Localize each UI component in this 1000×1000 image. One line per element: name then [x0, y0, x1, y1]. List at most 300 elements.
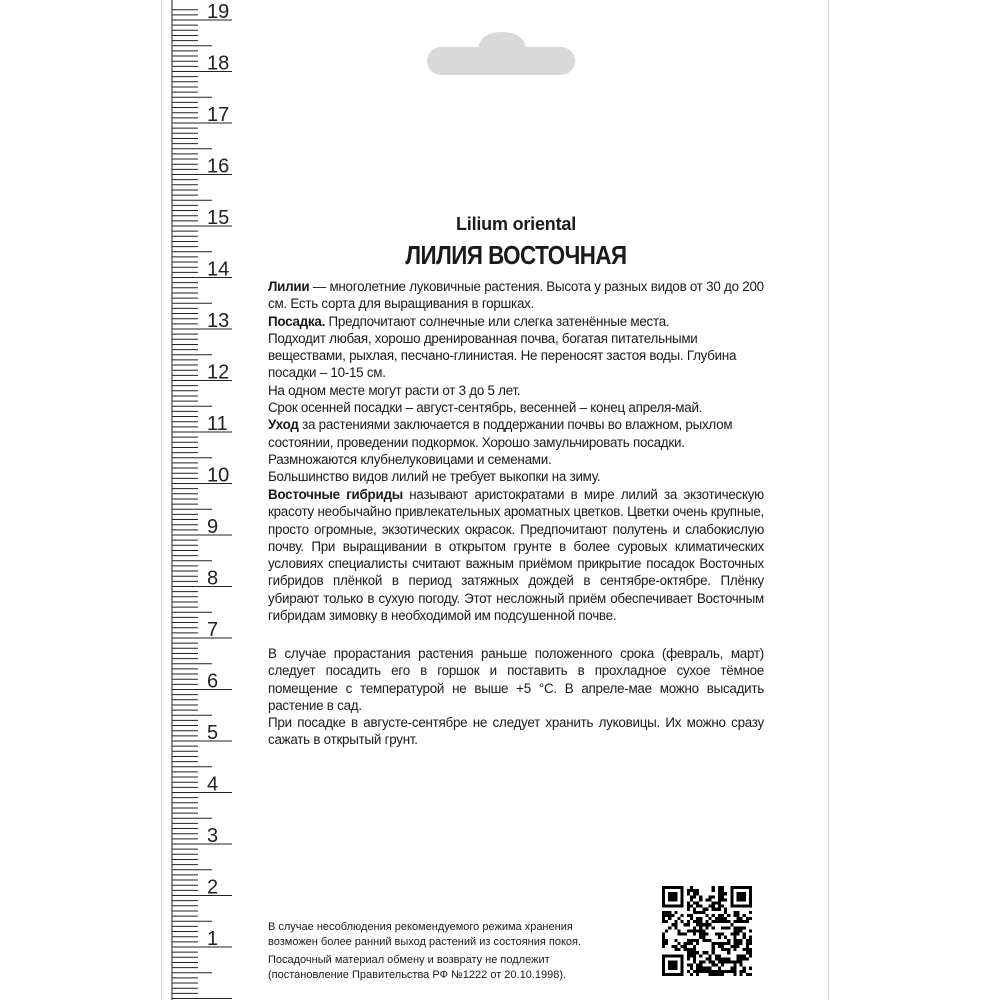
qr-module [733, 967, 736, 970]
qr-module [709, 957, 712, 960]
qr-module [712, 973, 715, 976]
qr-module [718, 942, 721, 945]
qr-module [662, 914, 665, 917]
qr-module [743, 957, 746, 960]
qr-module [749, 929, 752, 932]
qr-module [709, 970, 712, 973]
qr-module [730, 970, 733, 973]
qr-module [730, 945, 733, 948]
latin-name: Lilium oriental [455, 214, 576, 234]
qr-module [715, 920, 718, 923]
qr-module [699, 923, 702, 926]
qr-module [721, 905, 724, 908]
qr-module [736, 939, 739, 942]
qr-module [690, 939, 693, 942]
ruler-label: 15 [207, 207, 230, 229]
qr-module [740, 926, 743, 929]
qr-module [693, 951, 696, 954]
qr-module [665, 929, 668, 932]
qr-module [699, 954, 702, 957]
qr-module [740, 957, 743, 960]
qr-module [662, 933, 665, 936]
qr-module [705, 908, 708, 911]
qr-module [705, 951, 708, 954]
qr-module [724, 911, 727, 914]
qr-module [687, 920, 690, 923]
qr-module [674, 911, 677, 914]
qr-module [662, 942, 665, 945]
qr-module [740, 960, 743, 963]
sprouting-paragraph: В случае прорастания растения раньше положенного срока (февраль, март) следует посадить его в горшок и поставить в прохладное сухое тёмное помещение с температурой не выше +5 °С. В апреле-мае можно высадить растение в сад. [268, 646, 764, 713]
qr-module [743, 914, 746, 917]
qr-module [693, 889, 696, 892]
qr-module [693, 933, 696, 936]
qr-module [736, 933, 739, 936]
qr-module [712, 905, 715, 908]
qr-module [718, 902, 721, 905]
qr-module [705, 939, 708, 942]
qr-module [746, 951, 749, 954]
qr-module [687, 892, 690, 895]
qr-module [702, 970, 705, 973]
qr-module [718, 954, 721, 957]
qr-module [687, 905, 690, 908]
qr-module [674, 939, 677, 942]
qr-module [749, 911, 752, 914]
qr-module [718, 917, 721, 920]
qr-module [715, 973, 718, 976]
qr-module [709, 917, 712, 920]
qr-finder [668, 960, 677, 969]
qr-module [715, 954, 718, 957]
qr-module [662, 920, 665, 923]
qr-module [718, 967, 721, 970]
qr-module [699, 936, 702, 939]
ruler-label: 14 [207, 258, 230, 281]
qr-module [709, 923, 712, 926]
qr-module [712, 964, 715, 967]
qr-module [702, 911, 705, 914]
qr-module [733, 929, 736, 932]
hybrids-bold: Восточные гибриды [268, 487, 403, 502]
qr-module [740, 954, 743, 957]
qr-module [690, 905, 693, 908]
qr-module [665, 939, 668, 942]
qr-module [699, 967, 702, 970]
qr-module [687, 957, 690, 960]
qr-module [690, 889, 693, 892]
qr-module [696, 970, 699, 973]
qr-module [662, 945, 665, 948]
qr-module [749, 973, 752, 976]
qr-module [696, 889, 699, 892]
planting-text: Предпочитают солнечные или слегка затенённые места. [325, 313, 670, 329]
qr-module [684, 948, 687, 951]
qr-module [718, 889, 721, 892]
qr-module [687, 970, 690, 973]
qr-module [705, 933, 708, 936]
qr-module [712, 908, 715, 911]
qr-module [721, 964, 724, 967]
qr-module [699, 929, 702, 932]
qr-module [715, 942, 718, 945]
qr-module [690, 929, 693, 932]
qr-module [721, 960, 724, 963]
qr-module [662, 939, 665, 942]
ruler-label: 10 [207, 464, 230, 487]
qr-module [665, 920, 668, 923]
qr-module [705, 957, 708, 960]
qr-module [724, 926, 727, 929]
qr-module [727, 914, 730, 917]
qr-module [712, 945, 715, 948]
qr-module [733, 945, 736, 948]
qr-module [736, 911, 739, 914]
qr-module [693, 911, 696, 914]
qr-module [746, 948, 749, 951]
ruler-label: 11 [207, 413, 228, 435]
qr-module [733, 911, 736, 914]
qr-module [721, 970, 724, 973]
care-text: за растениями заключается в поддержании почвы во влажном, рыхлом состоянии, проведении подкормок. Хорошо замульчировать посадки. [268, 417, 733, 450]
qr-module [690, 967, 693, 970]
qr-module [690, 895, 693, 898]
qr-module [718, 895, 721, 898]
qr-module [712, 970, 715, 973]
qr-module [684, 923, 687, 926]
qr-module [690, 973, 693, 976]
qr-module [724, 936, 727, 939]
qr-module [662, 911, 665, 914]
qr-module [681, 945, 684, 948]
qr-module [746, 957, 749, 960]
qr-module [693, 926, 696, 929]
qr-module [693, 948, 696, 951]
qr-module [696, 967, 699, 970]
qr-module [712, 948, 715, 951]
qr-module [715, 970, 718, 973]
qr-module [705, 923, 708, 926]
qr-module [743, 920, 746, 923]
qr-module [721, 889, 724, 892]
qr-module [681, 933, 684, 936]
qr-module [736, 929, 739, 932]
qr-module [721, 886, 724, 889]
qr-module [696, 929, 699, 932]
qr-module [665, 914, 668, 917]
qr-module [696, 923, 699, 926]
hang-hole-tab [418, 30, 584, 76]
qr-module [733, 973, 736, 976]
qr-module [724, 970, 727, 973]
qr-module [702, 960, 705, 963]
qr-module [671, 945, 674, 948]
qr-module [690, 951, 693, 954]
qr-module [687, 951, 690, 954]
qr-module [699, 917, 702, 920]
qr-module [693, 960, 696, 963]
ruler-label: 19 [207, 1, 230, 23]
qr-module [687, 923, 690, 926]
ruler-label: 4 [207, 773, 219, 796]
qr-module [668, 914, 671, 917]
care-bold: Уход [268, 417, 299, 433]
qr-module [730, 967, 733, 970]
qr-module [709, 954, 712, 957]
qr-module [733, 960, 736, 963]
qr-module [736, 920, 739, 923]
qr-module [740, 970, 743, 973]
qr-module [690, 948, 693, 951]
qr-module [693, 895, 696, 898]
qr-module [736, 914, 739, 917]
qr-module [687, 889, 690, 892]
qr-module [743, 954, 746, 957]
qr-module [699, 920, 702, 923]
qr-module [712, 920, 715, 923]
qr-module [690, 954, 693, 957]
qr-module [715, 902, 718, 905]
qr-module [681, 920, 684, 923]
qr-module [730, 933, 733, 936]
ruler-label: 8 [207, 567, 219, 590]
qr-module [743, 926, 746, 929]
qr-module [712, 902, 715, 905]
qr-module [718, 957, 721, 960]
qr-module [684, 933, 687, 936]
qr-module [696, 973, 699, 976]
qr-module [736, 957, 739, 960]
return-note: Посадочный материал обмену и возврату не подлежит (постановление Правительства РФ №1222 от 20.10.1998). [268, 954, 567, 981]
qr-module [687, 908, 690, 911]
qr-module [724, 960, 727, 963]
qr-module [671, 923, 674, 926]
qr-module [733, 939, 736, 942]
qr-module [730, 960, 733, 963]
ruler-label: 5 [207, 722, 219, 744]
qr-module [736, 942, 739, 945]
qr-module [727, 957, 730, 960]
qr-module [718, 933, 721, 936]
planting-paragraph [268, 313, 764, 330]
qr-module [718, 892, 721, 895]
qr-module [721, 920, 724, 923]
ruler-label: 2 [207, 876, 219, 899]
qr-module [724, 957, 727, 960]
qr-module [718, 960, 721, 963]
planting-soil: Подходит любая, хорошо дренированная почва, богатая питательными веществами, рыхлая, песчано-глинистая. Не переносят застоя воды. Глубина посадки – 10-15 см. [268, 330, 737, 381]
qr-module [671, 914, 674, 917]
qr-module [687, 948, 690, 951]
qr-module [727, 939, 730, 942]
qr-module [724, 948, 727, 951]
qr-module [733, 933, 736, 936]
qr-finder [668, 892, 677, 901]
qr-module [702, 951, 705, 954]
qr-module [721, 942, 724, 945]
qr-module [702, 923, 705, 926]
intro-text: — многолетние луковичные растения. Высота у разных видов от 30 до 200 см. Есть сорта для выращивания в горшках. [268, 279, 764, 312]
qr-module [721, 917, 724, 920]
qr-module [693, 902, 696, 905]
qr-module [721, 898, 724, 901]
qr-module [736, 945, 739, 948]
qr-module [690, 898, 693, 901]
qr-module [687, 902, 690, 905]
qr-module [743, 967, 746, 970]
qr-module [727, 960, 730, 963]
qr-module [743, 936, 746, 939]
hybrids-paragraph [268, 486, 764, 624]
qr-module [721, 926, 724, 929]
qr-module [693, 920, 696, 923]
qr-module [690, 942, 693, 945]
qr-module [696, 964, 699, 967]
qr-module [718, 905, 721, 908]
qr-module [674, 920, 677, 923]
qr-module [702, 929, 705, 932]
qr-module [696, 939, 699, 942]
qr-module [684, 945, 687, 948]
qr-module [690, 917, 693, 920]
product-title: ЛИЛИЯ ВОСТОЧНАЯ [405, 240, 627, 270]
qr-module [712, 889, 715, 892]
hybrids-text: называют аристократами в мире лилий за экзотическую красоту необычайно привлекательных ароматных цветков. Цветки очень крупные, просто огромные, экзотических окрасок. Предпочитают полутень и слабокислую почву. При выращивании в открытом грунте в более суровых климатических условиях специалисты считают важным приёмом прикрытие посадок Восточных гибридов плёнкой в период затяжных дождей в сентябре-октябре. Плёнку убирают только в сухую погоду. Этот несложный приём обеспечивает Восточным гибридам зимовку в необходимой им подсушенной почве. [268, 487, 764, 624]
planting-dates: Срок осенней посадки – август-сентябрь, весенней – конец апреля-май. [268, 400, 703, 416]
qr-module [749, 951, 752, 954]
ruler-label: 12 [207, 361, 230, 384]
qr-module [715, 964, 718, 967]
qr-module [709, 895, 712, 898]
qr-module [715, 933, 718, 936]
qr-module [709, 967, 712, 970]
sprouting-section [268, 645, 764, 749]
qr-module [727, 948, 730, 951]
qr-module [693, 954, 696, 957]
planting-bold: Посадка. [268, 313, 326, 329]
qr-module [699, 898, 702, 901]
qr-module [718, 908, 721, 911]
qr-module [736, 917, 739, 920]
qr-module [736, 960, 739, 963]
qr-module [687, 942, 690, 945]
qr-module [740, 917, 743, 920]
height-ruler [162, 0, 242, 1000]
qr-module [699, 933, 702, 936]
qr-module [693, 957, 696, 960]
qr-module [699, 970, 702, 973]
qr-module [687, 939, 690, 942]
qr-module [749, 954, 752, 957]
qr-module [674, 948, 677, 951]
qr-module [705, 967, 708, 970]
qr-module [718, 936, 721, 939]
ruler-label: 18 [207, 52, 230, 75]
qr-module [678, 942, 681, 945]
qr-module [696, 892, 699, 895]
qr-module [727, 951, 730, 954]
qr-module [693, 970, 696, 973]
qr-module [690, 964, 693, 967]
qr-module [705, 920, 708, 923]
qr-module [705, 926, 708, 929]
storage-note: В случае несоблюдения рекомендуемого режима хранения возможен более ранний выход растений из состояния покоя. [268, 921, 582, 948]
qr-module [665, 942, 668, 945]
qr-module [740, 942, 743, 945]
qr-module [709, 960, 712, 963]
qr-module [740, 939, 743, 942]
qr-module [724, 920, 727, 923]
qr-module [718, 914, 721, 917]
qr-module [743, 933, 746, 936]
ruler-label: 17 [207, 104, 230, 126]
qr-module [678, 917, 681, 920]
qr-module [740, 920, 743, 923]
qr-module [696, 917, 699, 920]
qr-module [718, 920, 721, 923]
qr-module [740, 964, 743, 967]
ruler-label: 9 [207, 516, 219, 538]
qr-module [733, 920, 736, 923]
qr-module [668, 911, 671, 914]
qr-module [715, 957, 718, 960]
qr-module [687, 954, 690, 957]
qr-module [721, 895, 724, 898]
wintering-text: Большинство видов лилий не требует выкопки на зиму. [268, 469, 601, 485]
qr-module [736, 926, 739, 929]
ruler-label: 3 [207, 825, 219, 847]
qr-module [693, 929, 696, 932]
qr-module [743, 948, 746, 951]
qr-module [696, 951, 699, 954]
qr-module [749, 942, 752, 945]
qr-module [709, 973, 712, 976]
qr-module [746, 942, 749, 945]
qr-module [733, 948, 736, 951]
qr-module [674, 945, 677, 948]
qr-module [687, 964, 690, 967]
ruler-label: 16 [207, 155, 230, 178]
qr-module [678, 933, 681, 936]
qr-module [718, 970, 721, 973]
qr-module [696, 902, 699, 905]
qr-module [718, 898, 721, 901]
qr-module [749, 936, 752, 939]
qr-module [702, 908, 705, 911]
intro-paragraph [268, 278, 764, 313]
qr-module [715, 908, 718, 911]
qr-module [693, 945, 696, 948]
qr-module [740, 973, 743, 976]
qr-module [702, 967, 705, 970]
qr-module [678, 929, 681, 932]
qr-module [718, 973, 721, 976]
hybrids-section [268, 486, 764, 624]
qr-module [724, 892, 727, 895]
qr-code-icon [662, 886, 752, 976]
qr-module [696, 942, 699, 945]
qr-module [743, 970, 746, 973]
qr-module [668, 917, 671, 920]
qr-module [709, 939, 712, 942]
qr-module [721, 948, 724, 951]
qr-module [699, 960, 702, 963]
qr-module [724, 942, 727, 945]
qr-module [699, 911, 702, 914]
qr-module [665, 911, 668, 914]
qr-module [721, 945, 724, 948]
qr-module [699, 926, 702, 929]
